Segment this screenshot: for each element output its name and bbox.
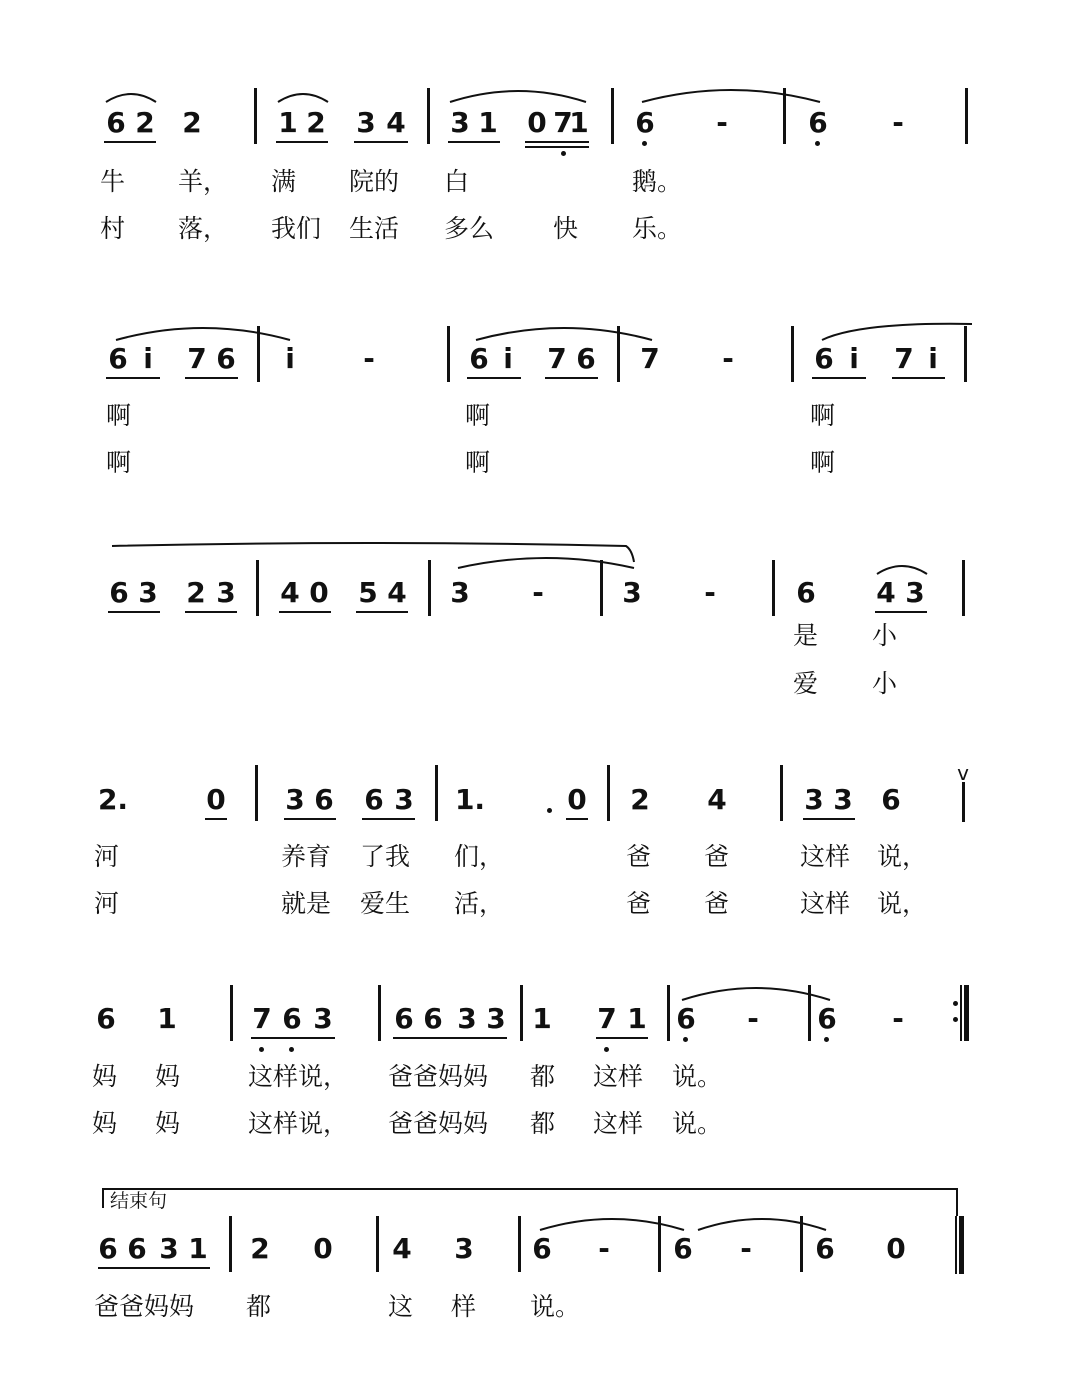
bar-line [229,1216,232,1272]
note: 0 [309,576,329,609]
note: 1 [478,106,498,139]
low-dot [561,151,566,156]
underline [467,377,521,379]
note: 6 [364,783,384,816]
lyric: 白 [444,167,470,196]
underline [185,611,237,613]
note: 3 [457,1002,477,1035]
lyric: 爸 [626,842,652,871]
note: i [143,342,153,375]
bar-line [667,985,670,1041]
repeat-bar-thin [960,985,962,1041]
note: 3 [159,1232,179,1265]
bar-line [254,88,257,144]
note: 3 [905,576,925,609]
tie [696,1212,828,1232]
low-dot [642,141,647,146]
note: 7 [894,342,914,375]
low-dot [824,1037,829,1042]
underline [545,377,598,379]
lyric: 这样 [800,889,851,918]
note: 6 [576,342,596,375]
note: 6 [469,342,489,375]
underline [108,611,160,613]
note: 2 [135,106,155,139]
lyric: 说。 [530,1292,581,1321]
dash: - [704,576,716,609]
bar-line [447,326,450,382]
lyric: 落， [178,214,229,243]
bar-line [427,88,430,144]
note: 6 [98,1232,118,1265]
note: 1 [569,106,589,139]
bar-line [962,782,965,822]
underline [104,141,156,143]
note: 4 [392,1232,412,1265]
note: 2 [630,783,650,816]
tie [456,552,636,570]
underline [566,818,588,820]
underline [892,377,945,379]
bar-line [791,326,794,382]
lyric: 这样说， [248,1062,349,1091]
note: i [285,342,295,375]
underline [279,611,331,613]
note: 4 [280,576,300,609]
lyric: 爸爸妈妈 [388,1109,489,1138]
lyric: 都 [530,1109,556,1138]
tie [640,82,822,104]
lyric: 院的 [349,167,400,196]
bar-line [230,985,233,1041]
underline [803,818,855,820]
note: 6 [808,106,828,139]
repeat-dot [953,1017,958,1022]
lyric: 说， [877,842,928,871]
note: 2 [306,106,326,139]
note: 1 [188,1232,208,1265]
lyric: 爸爸妈妈 [94,1292,195,1321]
lyric: 满 [271,167,297,196]
coda-bracket [102,1188,104,1208]
underline [276,141,328,143]
note: 6 [282,1002,302,1035]
lyric: 们， [454,842,505,871]
bar-line [772,560,775,616]
note: 4 [707,783,727,816]
lyric: 这 [388,1292,414,1321]
note: 7 [640,342,660,375]
lyric: 啊 [465,448,491,477]
note: 1 [532,1002,552,1035]
note: i [849,342,859,375]
bar-line [611,88,614,144]
note: 3 [450,576,470,609]
slur [104,88,158,104]
lyric: 我们 [271,214,322,243]
lyric: 就是 [281,889,332,918]
underline [106,377,160,379]
slur [875,560,929,576]
lyric: 快 [553,214,579,243]
underline [205,818,227,820]
note: 3 [394,783,414,816]
note: 0 [313,1232,333,1265]
note: 6 [423,1002,443,1035]
underline [354,141,408,143]
bar-line [428,560,431,616]
underline [393,1037,507,1039]
note: 3 [356,106,376,139]
note: 3 [450,106,470,139]
note: 6 [635,106,655,139]
bar-line [376,1216,379,1272]
underline [362,818,415,820]
bar-line [435,765,438,821]
lyric: 牛 [100,167,126,196]
underline [251,1037,335,1039]
underline [356,611,408,613]
note: 3 [138,576,158,609]
note: 1 [278,106,298,139]
dash: - [363,342,375,375]
lyric: 说。 [672,1109,723,1138]
lyric: 妈 [155,1109,181,1138]
lyric: 爸 [626,889,652,918]
bar-line [962,560,965,616]
bar-line [965,88,968,144]
low-dot [815,141,820,146]
dash: - [892,1002,904,1035]
note: 6 [817,1002,837,1035]
note: 3 [454,1232,474,1265]
lyric: 爸爸妈妈 [388,1062,489,1091]
note: 7 [553,106,573,139]
note: 7 [187,342,207,375]
lyric: 啊 [106,401,132,430]
underline [284,818,336,820]
slur [114,320,292,342]
lyric: 妈 [92,1109,118,1138]
bar-line [378,985,381,1041]
note: 6 [216,342,236,375]
lyric: 都 [246,1292,272,1321]
dot [547,808,552,813]
note: 7 [547,342,567,375]
note: i [928,342,938,375]
lyric: 生活 [349,214,400,243]
underline [812,377,866,379]
lyric: 这样 [800,842,851,871]
lyric: 爸 [704,889,730,918]
lyric: 妈 [155,1062,181,1091]
lyric: 河 [94,842,120,871]
lyric: 啊 [810,448,836,477]
note: 1. [454,783,486,816]
lyric: 羊， [178,167,229,196]
note: 6 [109,576,129,609]
note: i [503,342,513,375]
bar-line [518,1216,521,1272]
lyric: 小 [872,669,898,698]
note: 2. [97,783,129,816]
lyric: 河 [94,889,120,918]
underline [525,146,589,148]
note: 3 [313,1002,333,1035]
bar-line [255,765,258,821]
note: 6 [108,342,128,375]
tie [538,1212,686,1232]
note: 2 [250,1232,270,1265]
note: 7 [597,1002,617,1035]
note: 6 [314,783,334,816]
underline [448,141,500,143]
note: 3 [486,1002,506,1035]
lyric: 啊 [465,401,491,430]
note: 0 [886,1232,906,1265]
slur [448,84,588,104]
final-bar-thick [959,1216,964,1274]
lyric: 妈 [92,1062,118,1091]
lyric: 这样 [593,1109,644,1138]
lyric: 村 [100,214,126,243]
bar-line [780,765,783,821]
lyric: 说。 [672,1062,723,1091]
underline [185,377,238,379]
note: 6 [127,1232,147,1265]
dash: - [722,342,734,375]
bar-line [607,765,610,821]
note: 3 [622,576,642,609]
note: 6 [881,783,901,816]
lyric: 爱 [793,669,819,698]
low-dot [259,1047,264,1052]
lyric: 爱生 [360,889,411,918]
lyric: 是 [793,621,819,650]
note: 6 [676,1002,696,1035]
final-bar-thin [955,1216,957,1274]
underline [875,611,927,613]
dash: - [532,576,544,609]
lyric: 乐。 [632,214,683,243]
note: 3 [285,783,305,816]
note: 6 [796,576,816,609]
lyric: 小 [872,621,898,650]
lyric: 样 [451,1292,477,1321]
note: 4 [876,576,896,609]
lyric: 都 [530,1062,556,1091]
repeat-dot [953,1001,958,1006]
note: 0 [527,106,547,139]
note: 0 [206,783,226,816]
low-dot [604,1047,609,1052]
note: 4 [386,106,406,139]
slur [820,320,974,342]
dash: - [598,1232,610,1265]
low-dot [289,1047,294,1052]
lyric: 说， [877,889,928,918]
lyric: 了我 [360,842,411,871]
note: 6 [814,342,834,375]
note: 6 [394,1002,414,1035]
dash: - [892,106,904,139]
note: 4 [387,576,407,609]
lyric: 这样 [593,1062,644,1091]
underline [596,1037,648,1039]
breath-mark: v [957,761,969,785]
note: 2 [186,576,206,609]
lyric: 养育 [281,842,332,871]
note: 5 [358,576,378,609]
lyric: 啊 [106,448,132,477]
lyric: 这样说， [248,1109,349,1138]
low-dot [683,1037,688,1042]
lyric: 多么 [444,214,495,243]
dash: - [716,106,728,139]
note: 6 [106,106,126,139]
tie [680,980,832,1002]
note: 2 [182,106,202,139]
note: 3 [833,783,853,816]
note: 6 [673,1232,693,1265]
note: 1 [627,1002,647,1035]
coda-bracket-end [956,1188,958,1216]
note: 6 [532,1232,552,1265]
underline [98,1267,210,1269]
repeat-bar-thick [964,985,969,1041]
lyric: 爸 [704,842,730,871]
slur [276,88,330,104]
bar-line [520,985,523,1041]
dash: - [747,1002,759,1035]
underline [525,141,589,143]
coda-label: 结束句 [110,1190,168,1212]
note: 3 [804,783,824,816]
note: 1 [157,1002,177,1035]
note: 7 [252,1002,272,1035]
note: 3 [216,576,236,609]
slur [474,320,654,342]
lyric: 活， [454,889,505,918]
lyric: 啊 [810,401,836,430]
note: 6 [96,1002,116,1035]
dash: - [740,1232,752,1265]
note: 0 [567,783,587,816]
coda-bracket-line [102,1188,958,1190]
lyric: 鹅。 [632,167,683,196]
note: 6 [815,1232,835,1265]
bar-line [256,560,259,616]
